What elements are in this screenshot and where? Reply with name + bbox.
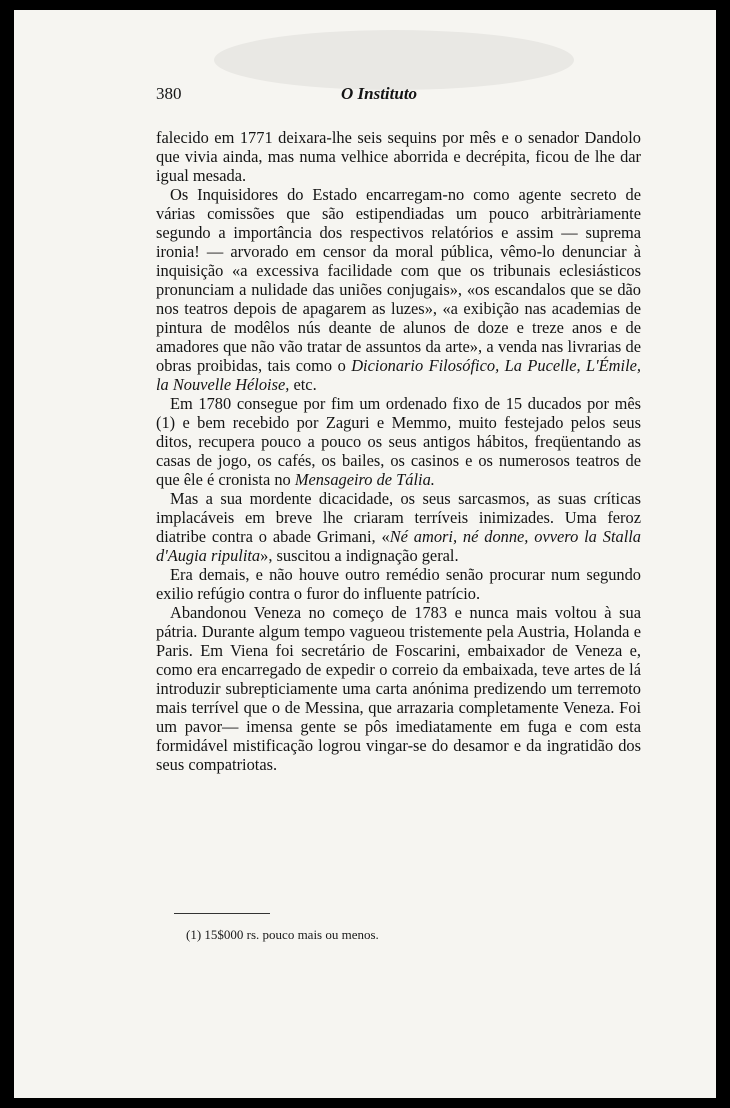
italic-text: Mensageiro de Tália. [294,470,435,489]
body-text [156,128,641,774]
paragraph [156,565,641,603]
page-number: 380 [156,84,182,103]
footnote: (1) 15$000 rs. pouco mais ou menos. [186,927,379,942]
paragraph [156,489,641,565]
text-segment: Mas a sua mordente dicacidade, os seus sarcasmos, as suas críticas implacáveis em breve lhe criaram terríveis inimizades. Uma feroz diatribe contra o abade Grimani, « [156,489,641,546]
text-segment: falecido em 1771 deixara-lhe seis sequins por mês e o senador Dandolo que vivia ainda, mas numa velhice aborrida e decrépita, ficou de lhe dar igual mesada. [156,128,641,185]
page-header [156,84,641,106]
text-segment: Era demais, e não houve outro remédio senão procurar num segundo exilio refúgio contra o furor do influente patrício. [156,565,641,603]
book-page [14,10,716,1098]
italic-text: Dicionario Filosófico, La Pucelle, L'Émile, la Nouvelle Héloise, [156,356,642,394]
italic-text: Né amori, né donne, ovvero la Stalla d'Augia ripulita [156,527,641,565]
paragraph [156,603,641,774]
text-segment: Os Inquisidores do Estado encarregam-no como agente secreto de várias comissões que são estipendiadas um pouco arbitràriamente segundo a importância dos respectivos relatórios e assim — suprema ironia! — arvorado em censor da moral pública, vêmo-lo denunciar à inquisição «a excessiva facilidade com que os tribunais eclesiásticos pronunciam a nulidade das uniões conjugais», «os escandalos que se dão nos teatros depois de apagarem as luzes», «a exibição nas academias de pintura de modêlos nús deante de alunos de doze e treze anos e de amadores que não vão tratar de assuntos da arte», a venda nas livrarias de obras proibidas, tais como o [156,185,641,375]
page-stain [214,30,574,90]
paragraph [156,128,641,185]
running-title: O Instituto [341,84,418,103]
footnote-divider [174,913,270,914]
text-segment: », suscitou a indignação geral. [260,546,459,565]
text-segment: Abandonou Veneza no começo de 1783 e nunca mais voltou à sua pátria. Durante algum tempo vagueou tristemente pela Austria, Holanda e Paris. Em Viena foi secretário de Foscarini, embaixador de Veneza e, como era encarregado de expedir o correio da embaixada, teve artes de lá introduzir subrepticiamente uma carta anónima predizendo um terremoto mais terrível que o de Messina, que arrazaria completamente Veneza. Foi um pavor— imensa gente se pôs imediatamente em fuga e com esta formidável mistificação logrou vingar-se do desamor e da ingratidão dos seus compatriotas. [156,603,641,774]
text-segment: Em 1780 consegue por fim um ordenado fixo de 15 ducados por mês (1) e bem recebido por Zaguri e Memmo, muito festejado pelos seus ditos, recupera pouco a pouco os seus antigos hábitos, freqüentando as casas de jogo, os cafés, os bailes, os casinos e os numerosos teatros de que êle é cronista no [156,394,641,489]
text-segment: etc. [289,375,317,394]
paragraph [156,185,641,394]
paragraph [156,394,641,489]
